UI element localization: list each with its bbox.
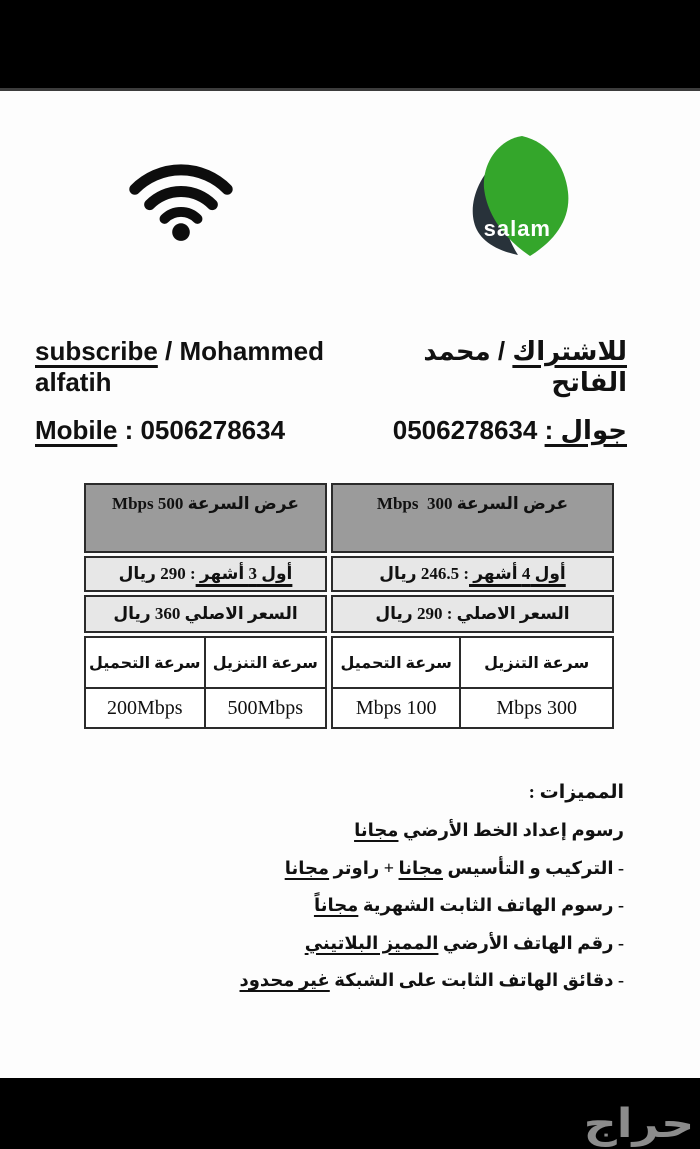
- upload-speed-value: 100 Mbps: [333, 689, 461, 727]
- offer-300mbps-column: [331, 483, 614, 729]
- offer-500-original-price: السعر الاصلي 360 ريال: [84, 595, 327, 633]
- haraj-watermark: حراج: [583, 1101, 694, 1147]
- salam-logo-text: salam: [483, 216, 551, 241]
- salam-logo: [462, 132, 578, 264]
- features-list: [204, 812, 624, 1000]
- contact-block: [35, 336, 627, 446]
- subscribe-line-en: subscribe / Mohammed alfatih: [35, 336, 324, 397]
- subscribe-line-ar: للاشتراك / محمد الفاتح: [423, 336, 627, 397]
- contact-row-names: [35, 336, 627, 398]
- features-title: المميزات :: [528, 782, 624, 803]
- upload-speed-value: 200Mbps: [86, 689, 206, 727]
- feature-item: - رقم الهاتف الأرضي المميز البلاتيني: [304, 932, 624, 953]
- contact-row-phones: [35, 415, 627, 446]
- feature-item: رسوم إعداد الخط الأرضي مجانا: [354, 820, 624, 840]
- bottom-black-bar: [0, 1078, 700, 1149]
- offer-500-speed-table: [84, 636, 327, 729]
- features-section: [204, 774, 624, 1000]
- download-speed-label: سرعة التنزيل: [206, 638, 326, 689]
- download-speed-value: 500Mbps: [227, 696, 304, 719]
- offer-500-title: عرض السرعة Mbps 500: [84, 483, 327, 553]
- offer-500-promo-price: أول 3 أشهر : 290 ريال: [84, 556, 327, 592]
- mobile-line-en: Mobile : 0506278634: [35, 415, 286, 445]
- top-black-bar: [0, 0, 700, 91]
- offer-300-original-price: السعر الاصلي : 290 ريال: [331, 595, 614, 633]
- feature-item: - التركيب و التأسيس مجانا + راوتر مجانا: [284, 857, 624, 878]
- wifi-icon: [126, 152, 236, 244]
- download-speed-value: 300 Mbps: [496, 696, 577, 719]
- offer-300-speed-table: [331, 636, 614, 729]
- upload-speed-label: سرعة التحميل: [333, 638, 461, 689]
- feature-item: - دقائق الهاتف الثابت على الشبكة غير محدود: [239, 970, 624, 990]
- mobile-line-ar: جوال : 0506278634: [392, 415, 627, 445]
- offers-table: [84, 483, 614, 729]
- offer-300-title: عرض السرعة Mbps 300: [331, 483, 614, 553]
- upload-speed-label: سرعة التحميل: [86, 638, 206, 689]
- offer-500mbps-column: [84, 483, 327, 729]
- offer-300-promo-price: أول 4 أشهر : 246.5 ريال: [331, 556, 614, 592]
- download-speed-label: سرعة التنزيل: [461, 638, 612, 689]
- feature-item: - رسوم الهاتف الثابت الشهرية مجاناً: [313, 895, 624, 915]
